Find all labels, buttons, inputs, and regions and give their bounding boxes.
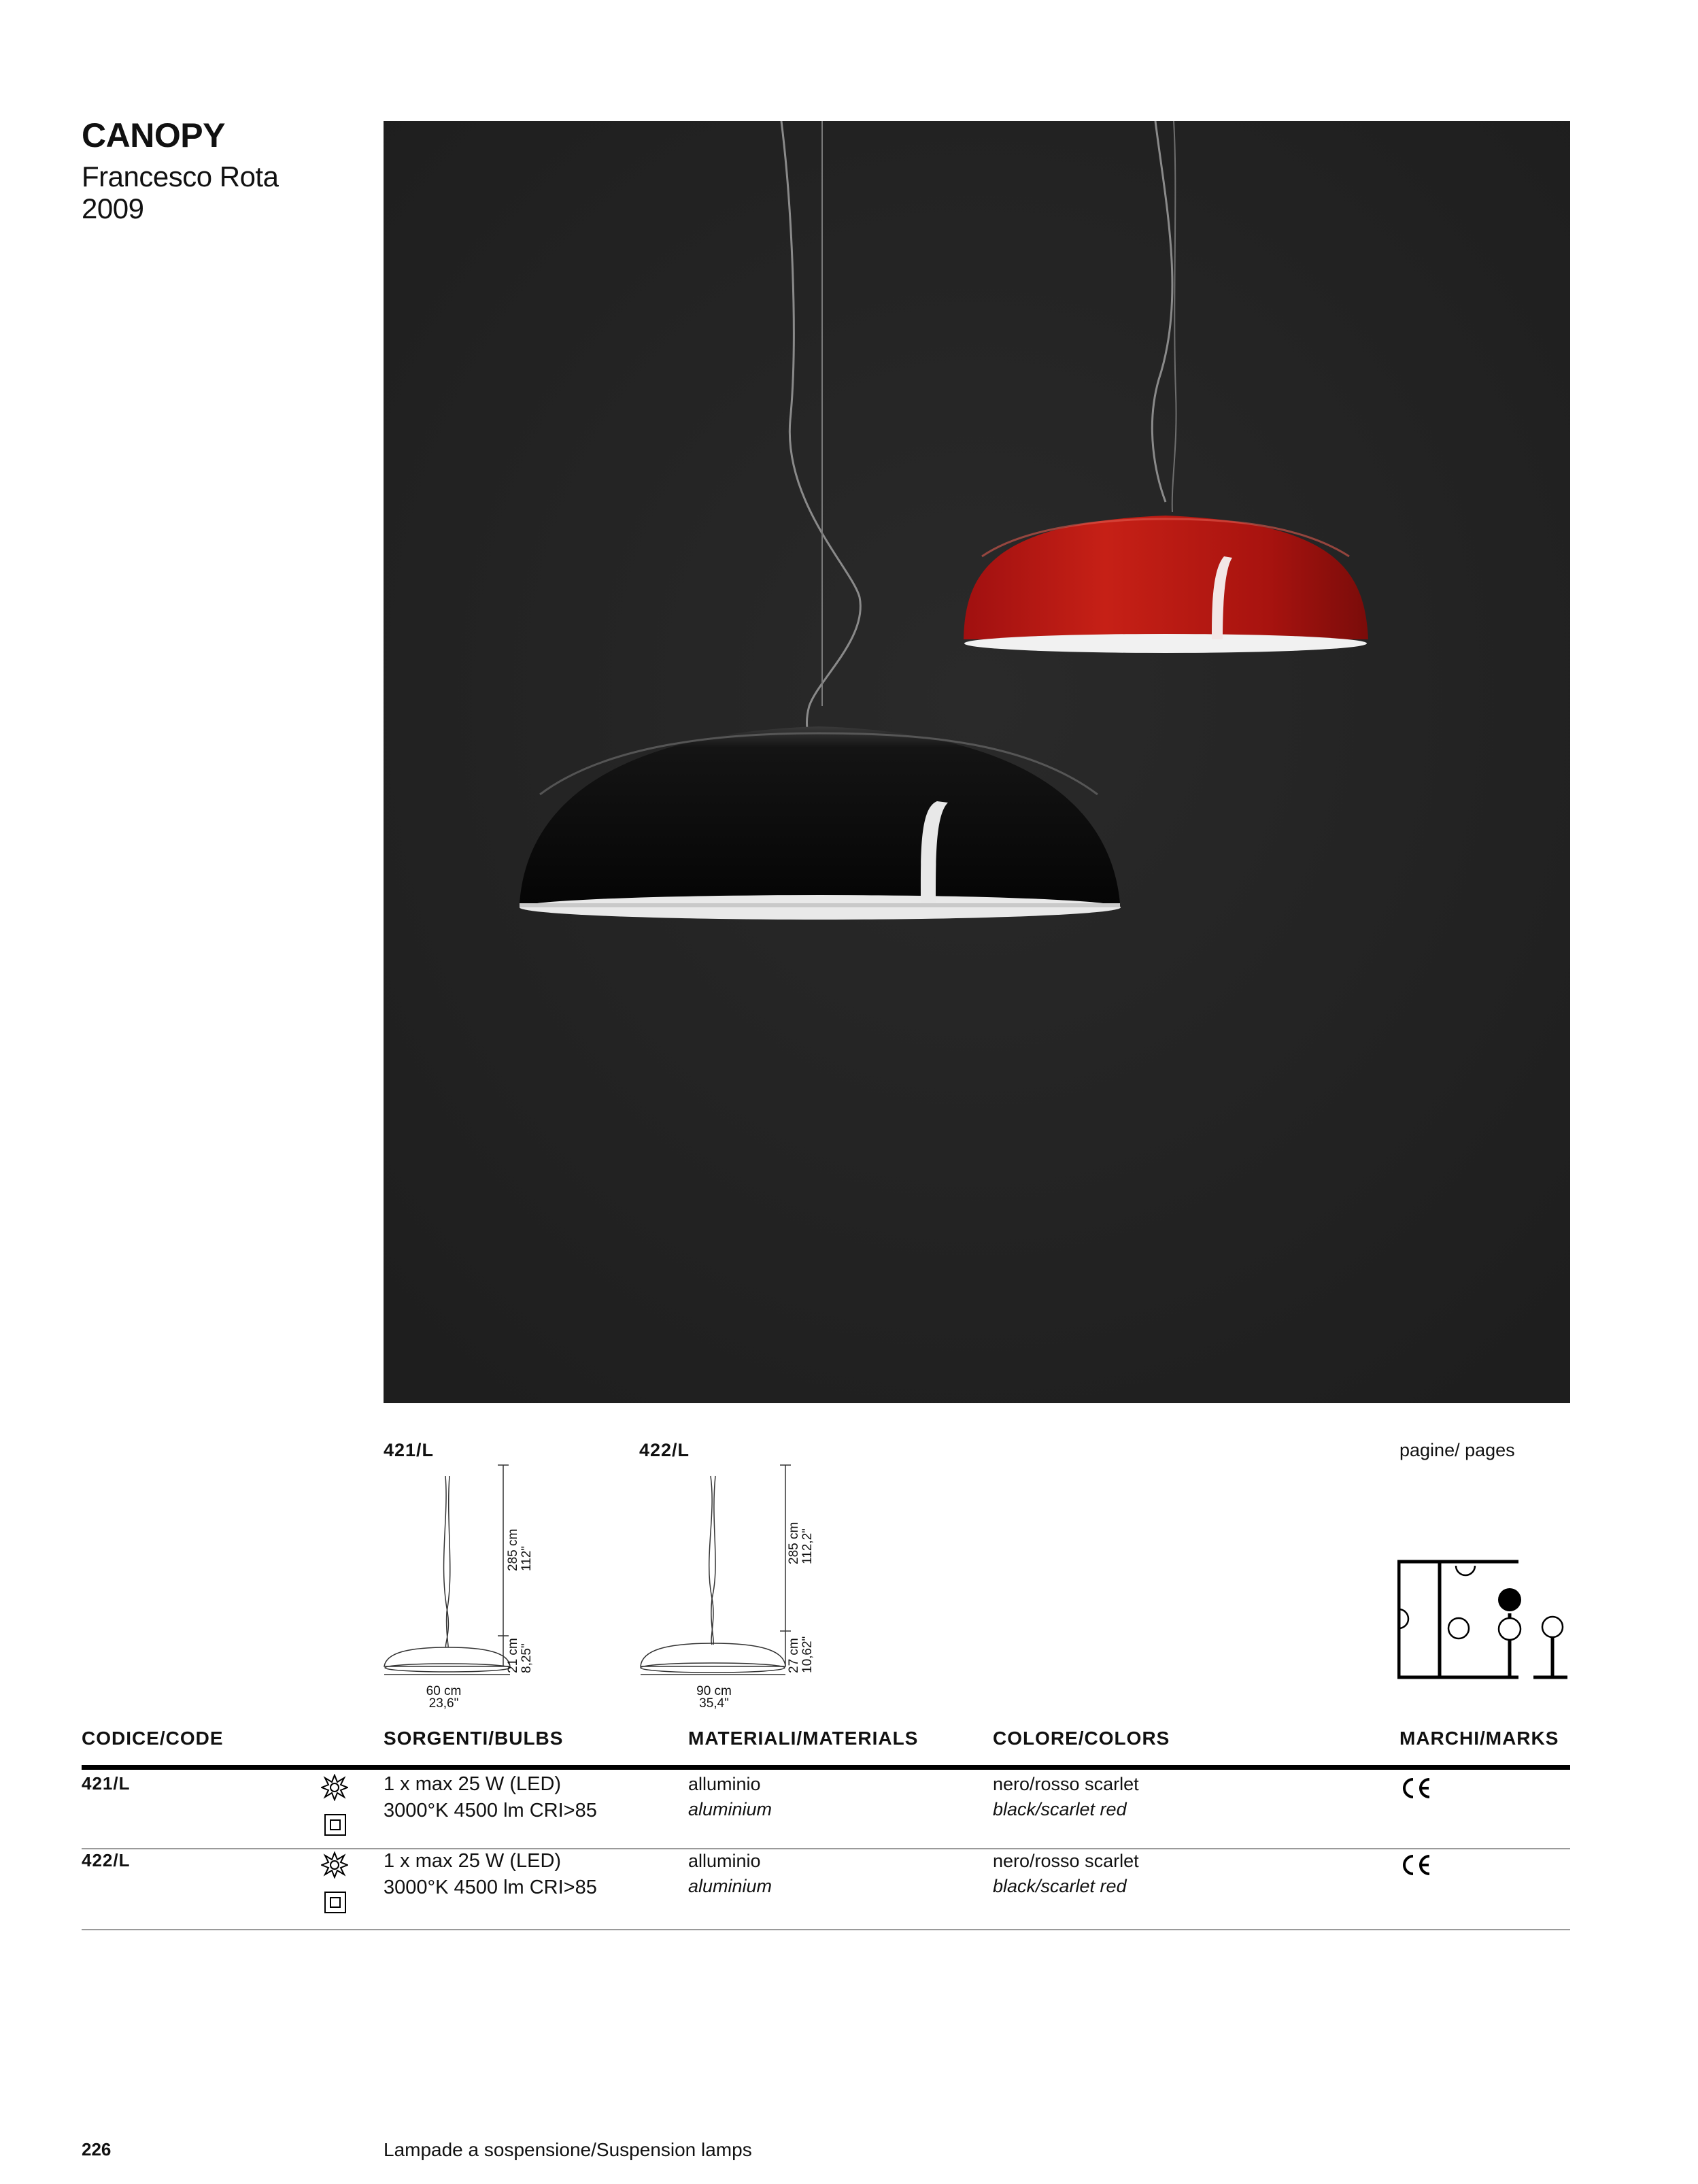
color-en: black/scarlet red [993, 1876, 1127, 1896]
page-number: 226 [82, 2139, 112, 2160]
col-header-colors: COLORE/COLORS [993, 1728, 1170, 1749]
dim-diameter-in-422: 35,4" [699, 1696, 729, 1711]
row-divider [82, 1848, 1570, 1849]
product-photo [384, 121, 1570, 1403]
dim-diameter-422: 90 cm [696, 1684, 732, 1698]
product-title: CANOPY [82, 116, 225, 154]
dim-shade-height-422: 27 cm [787, 1638, 801, 1673]
col-header-marks: MARCHI/MARKS [1399, 1728, 1559, 1749]
col-header-code: CODICE/CODE [82, 1728, 224, 1749]
dim-height-422: 285 cm [787, 1522, 801, 1564]
model-label-421: 421/L [384, 1440, 435, 1460]
led-sun-icon [321, 1851, 348, 1879]
designer-name: Francesco Rota [82, 161, 279, 192]
dim-shade-height-in-421: 8,25" [520, 1643, 534, 1673]
red-pendant-lamp [964, 516, 1368, 653]
double-insulation-icon [324, 1813, 347, 1836]
color-en: black/scarlet red [993, 1799, 1127, 1819]
material-en: aluminium [688, 1876, 772, 1896]
dim-height-in-421: 112" [520, 1545, 534, 1571]
page-index-icon [1397, 1558, 1574, 1687]
col-header-bulbs: SORGENTI/BULBS [384, 1728, 564, 1749]
material-en: aluminium [688, 1799, 772, 1819]
dim-shade-height-421: 21 cm [506, 1638, 520, 1673]
pendant-lamps-illustration [384, 121, 1570, 1403]
dim-height-in-422: 112,2" [800, 1528, 815, 1564]
material-it: alluminio [688, 1774, 761, 1794]
dim-diameter-421: 60 cm [426, 1684, 462, 1698]
color-it: nero/rosso scarlet [993, 1774, 1139, 1794]
bulb-spec: 1 x max 25 W (LED) [384, 1850, 562, 1872]
dim-height-421: 285 cm [506, 1528, 520, 1571]
dim-diameter-in-421: 23,6" [428, 1696, 459, 1711]
row-code: 421/L [82, 1773, 131, 1794]
table-bottom-rule [82, 1929, 1570, 1930]
model-label-422: 422/L [639, 1440, 690, 1460]
design-year: 2009 [82, 192, 144, 224]
led-sun-icon [321, 1774, 348, 1801]
dim-shade-height-in-422: 10,62" [800, 1636, 815, 1673]
bulb-spec-detail: 3000°K 4500 lm CRI>85 [384, 1800, 597, 1821]
col-header-materials: MATERIALI/MATERIALS [688, 1728, 919, 1749]
bulb-spec-detail: 3000°K 4500 lm CRI>85 [384, 1877, 597, 1898]
material-it: alluminio [688, 1851, 761, 1871]
section-title: Lampade a sospensione/Suspension lamps [384, 2139, 752, 2160]
row-code: 422/L [82, 1850, 131, 1870]
ce-mark-icon [1399, 1777, 1433, 1800]
table-top-rule [82, 1765, 1570, 1770]
color-it: nero/rosso scarlet [993, 1851, 1139, 1871]
bulb-spec: 1 x max 25 W (LED) [384, 1773, 562, 1795]
pages-label: pagine/ pages [1399, 1440, 1515, 1460]
ce-mark-icon [1399, 1853, 1433, 1877]
double-insulation-icon [324, 1891, 347, 1914]
